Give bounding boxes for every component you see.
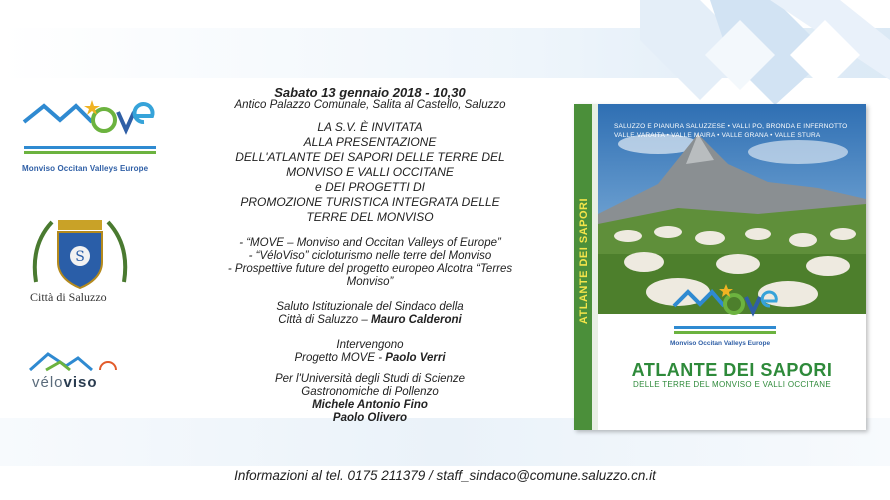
book-spine [574, 104, 592, 430]
book-move-logo [670, 282, 780, 340]
footer-contact: Informazioni al tel. 0175 211379 / staff_sindaco@comune.saluzzo.cn.it [234, 468, 656, 483]
speaker1-prefix: Progetto MOVE - [294, 352, 386, 364]
book-spine-title: ATLANTE DEI SAPORI [578, 197, 590, 325]
speaker3-name: Paolo Olivero [332, 412, 408, 424]
book-logo-caption: Monviso Occitan Valleys Europe [670, 340, 771, 347]
invite-line: ALLA PRESENTAZIONE [303, 135, 437, 149]
book-cover [574, 104, 866, 430]
invite-line: TERRE DEL MONVISO [306, 210, 434, 224]
greeting-line: Saluto Istituzionale del Sindaco della [276, 301, 464, 313]
invite-line: MONVISO E VALLI OCCITANE [286, 165, 454, 179]
saluzzo-caption: Città di Saluzzo [30, 290, 107, 304]
speaker2-name: Michele Antonio Fino [312, 399, 428, 411]
university-line: Gastronomiche di Pollenzo [301, 386, 439, 398]
project-item: - “VéloViso” cicloturismo nelle terre del Monviso [248, 250, 492, 262]
invite-line: PROMOZIONE TURISTICA INTEGRATA DELLE [240, 195, 500, 209]
greeting-city: Città di Saluzzo – [278, 314, 371, 326]
velo-suffix: viso [63, 374, 98, 391]
saluzzo-crest-icon [30, 212, 130, 290]
event-venue: Antico Palazzo Comunale, Salita al Castello, Saluzzo [234, 99, 506, 111]
decorative-diamonds [560, 0, 890, 110]
veloviso-wordmark [32, 374, 98, 391]
project-item: - Prospettive future del progetto europeo Alcotra “Terres [227, 263, 513, 275]
mayor-name: Mauro Calderoni [370, 314, 462, 326]
svg-text:S: S [75, 249, 85, 265]
move-caption: Monviso Occitan Valleys Europe [22, 164, 149, 173]
velo-prefix: vélo [32, 374, 64, 391]
speakers-title: Intervengono [336, 339, 404, 351]
speaker-line [178, 352, 562, 365]
event-date: Sabato 13 gennaio 2018 - 10,30 [274, 85, 466, 100]
invitation-text [178, 86, 562, 425]
book-title: ATLANTE DEI SAPORI [631, 360, 833, 380]
invite-line: DELL'ATLANTE DEI SAPORI DELLE TERRE DEL [235, 150, 505, 164]
invite-line: e DEI PROGETTI DI [314, 180, 425, 194]
greeting-line [178, 314, 562, 327]
invite-line: LA S.V. È INVITATA [317, 120, 423, 134]
project-item: - “MOVE – Monviso and Occitan Valleys of Europe” [239, 237, 501, 249]
book-valleys [614, 122, 859, 140]
university-line: Per l'Università degli Studi di Scienze [274, 373, 466, 385]
book-valleys-line: SALUZZO E PIANURA SALUZZESE • VALLI PO, BRONDA E INFERNOTTO [614, 123, 848, 130]
book-subtitle: DELLE TERRE DEL MONVISO E VALLI OCCITANE [633, 380, 831, 389]
project-item: Monviso” [346, 276, 394, 288]
speaker1-name: Paolo Verri [385, 352, 446, 364]
book-valleys-line: VALLE VARAITA • VALLE MAIRA • VALLE GRANA • VALLE STURA [614, 132, 821, 139]
